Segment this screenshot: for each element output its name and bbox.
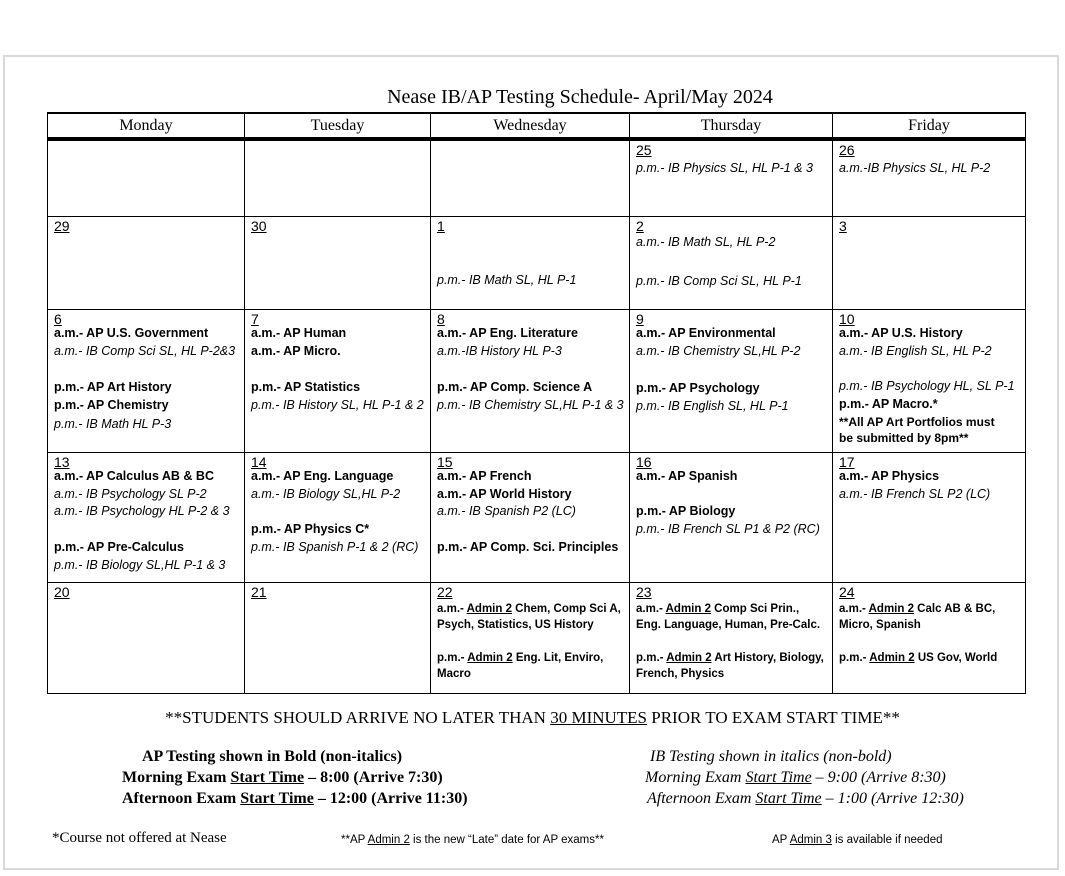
day-header: Monday [48, 113, 245, 139]
day-number: 22 [437, 584, 453, 600]
exam-entry: a.m.- AP World History [437, 487, 572, 501]
day-number: 3 [839, 218, 847, 234]
exam-entry: p.m.- IB French SL P1 & P2 (RC) [636, 522, 820, 536]
exam-entry: p.m.- AP Statistics [251, 380, 361, 394]
day-cell [245, 310, 431, 453]
day-number: 17 [839, 454, 855, 470]
ib-morning-time: Morning Exam Start Time – 9:00 (Arrive 8:30) [645, 769, 946, 786]
day-cell [630, 583, 833, 694]
day-cell [833, 139, 1026, 217]
exam-entry: p.m.- AP Psychology [636, 381, 760, 395]
day-cell [245, 217, 431, 310]
exam-entry: p.m.- IB Biology SL,HL P-1 & 3 [54, 558, 226, 572]
exam-entry: a.m.- AP Eng. Literature [437, 326, 579, 340]
admin2-entry: p.m.- Admin 2 Art History, Biology, French, Physics [636, 652, 824, 680]
exam-entry: a.m.- AP U.S. History [839, 326, 963, 340]
day-number: 20 [54, 584, 70, 600]
exam-entry: a.m.- AP French [437, 469, 532, 483]
calendar-table [47, 112, 1026, 694]
ib-legend [645, 746, 964, 809]
exam-entry: p.m.- AP Biology [636, 504, 736, 518]
ap-afternoon-time: Afternoon Exam Start Time – 12:00 (Arrive 11:30) [122, 790, 468, 807]
day-header: Wednesday [431, 113, 630, 139]
day-number: 23 [636, 584, 652, 600]
day-number: 9 [636, 311, 644, 327]
exam-entry: p.m.- IB Comp Sci SL, HL P-1 [636, 274, 802, 288]
day-header: Tuesday [245, 113, 431, 139]
exam-entry: p.m.- AP Physics C* [251, 522, 370, 536]
exam-entry: a.m.- IB Psychology SL P-2 [54, 487, 207, 501]
arrival-notice [0, 708, 1065, 728]
exam-entry: p.m.- AP Art History [54, 380, 172, 394]
day-cell [630, 453, 833, 583]
day-number: 2 [636, 218, 644, 234]
admin2-entry: p.m.- Admin 2 Eng. Lit, Enviro, Macro [437, 652, 604, 680]
exam-entry: p.m.- IB Math SL, HL P-1 [437, 273, 577, 287]
day-cell [630, 139, 833, 217]
exam-entry: a.m.- IB English SL, HL P-2 [839, 344, 992, 358]
ap-morning-time: Morning Exam Start Time – 8:00 (Arrive 7:30) [122, 769, 443, 786]
day-cell [48, 139, 245, 217]
footnote-not-offered: *Course not offered at Nease [52, 830, 227, 846]
day-number: 25 [636, 142, 652, 158]
exam-entry: a.m.- AP Environmental [636, 326, 776, 340]
day-number: 7 [251, 311, 259, 327]
admin2-entry: a.m.- Admin 2 Calc AB & BC, Micro, Spanish [839, 603, 996, 631]
exam-entry: p.m.- IB History SL, HL P-1 & 2 [251, 398, 424, 412]
exam-entry: a.m.- AP Human [251, 326, 347, 340]
day-header: Friday [833, 113, 1026, 139]
day-cell [630, 217, 833, 310]
week-row [48, 583, 1026, 694]
exam-entry: p.m.- IB English SL, HL P-1 [636, 399, 789, 413]
week-row [48, 139, 1026, 217]
exam-entry: p.m.- AP Comp. Sci. Principles [437, 540, 619, 554]
day-cell [245, 139, 431, 217]
day-number: 26 [839, 142, 855, 158]
exam-entry: p.m.- IB Spanish P-1 & 2 (RC) [251, 540, 419, 554]
admin2-entry: p.m.- Admin 2 US Gov, World [839, 652, 998, 664]
day-number: 15 [437, 454, 453, 470]
day-number: 8 [437, 311, 445, 327]
notice-text: **STUDENTS SHOULD ARRIVE NO LATER THAN [165, 708, 551, 727]
day-number: 29 [54, 218, 70, 234]
day-cell [431, 310, 630, 453]
exam-entry: a.m.- IB Math SL, HL P-2 [636, 235, 776, 249]
day-number: 1 [437, 218, 445, 234]
day-number: 13 [54, 454, 70, 470]
week-row [48, 217, 1026, 310]
exam-entry: a.m.- IB Spanish P2 (LC) [437, 504, 576, 518]
week-row [48, 453, 1026, 583]
ap-legend [122, 746, 468, 809]
day-header: Thursday [630, 113, 833, 139]
page-title: Nease IB/AP Testing Schedule- April/May 2024 [387, 86, 773, 108]
day-cell [833, 453, 1026, 583]
day-cell [833, 583, 1026, 694]
ib-legend-heading: IB Testing shown in italics (non-bold) [650, 748, 892, 765]
day-number: 10 [839, 311, 855, 327]
day-cell [630, 310, 833, 453]
exam-entry: a.m.- AP Physics [839, 469, 940, 483]
exam-entry: a.m.-IB Physics SL, HL P-2 [839, 161, 991, 175]
day-cell [245, 583, 431, 694]
exam-entry: a.m.- AP Calculus AB & BC [54, 469, 214, 483]
exam-entry: p.m.- AP Chemistry [54, 398, 169, 412]
day-number: 6 [54, 311, 62, 327]
day-cell [431, 217, 630, 310]
exam-entry: a.m.- AP Micro. [251, 344, 341, 358]
exam-entry: p.m.- AP Pre-Calculus [54, 540, 184, 554]
week-row [48, 310, 1026, 453]
admin2-entry: a.m.- Admin 2 Chem, Comp Sci A, Psych, Statistics, US History [437, 603, 621, 631]
exam-entry: a.m.- IB French SL P2 (LC) [839, 487, 991, 501]
exam-entry: p.m.- IB Physics SL, HL P-1 & 3 [636, 161, 813, 175]
exam-entry: a.m.- IB Comp Sci SL, HL P-2&3 [54, 344, 236, 358]
day-cell [833, 310, 1026, 453]
exam-entry: p.m.- AP Macro.* [839, 397, 938, 411]
notice-emphasis: 30 MINUTES [550, 708, 648, 727]
exam-entry: p.m.- IB Psychology HL, SL P-1 [839, 379, 1015, 393]
footnote-admin3: AP Admin 3 is available if needed [772, 834, 943, 846]
exam-entry: p.m.- AP Comp. Science A [437, 380, 593, 394]
day-number: 16 [636, 454, 652, 470]
day-cell [431, 453, 630, 583]
exam-entry: p.m.- IB Math HL P-3 [54, 417, 172, 431]
day-cell [431, 583, 630, 694]
admin2-entry: a.m.- Admin 2 Comp Sci Prin., Eng. Language, Human, Pre-Calc. [636, 603, 821, 631]
notice-text: PRIOR TO EXAM START TIME** [647, 708, 900, 727]
exam-entry: a.m.- AP Eng. Language [251, 469, 394, 483]
exam-entry: a.m.- AP Spanish [636, 469, 738, 483]
day-number: 14 [251, 454, 267, 470]
exam-entry: p.m.- IB Chemistry SL,HL P-1 & 3 [437, 398, 624, 412]
day-cell [48, 310, 245, 453]
exam-entry: a.m.- AP U.S. Government [54, 326, 209, 340]
exam-entry: be submitted by 8pm** [839, 431, 969, 445]
ap-legend-heading: AP Testing shown in Bold (non-italics) [142, 748, 403, 765]
day-cell [431, 139, 630, 217]
day-cell [48, 453, 245, 583]
exam-entry: a.m.-IB History HL P-3 [437, 344, 562, 358]
exam-entry: a.m.- IB Psychology HL P-2 & 3 [54, 504, 230, 518]
exam-entry: a.m.- IB Chemistry SL,HL P-2 [636, 344, 801, 358]
day-cell [833, 217, 1026, 310]
day-header-row [48, 113, 1026, 139]
ib-afternoon-time: Afternoon Exam Start Time – 1:00 (Arrive 12:30) [647, 790, 964, 807]
exam-entry: a.m.- IB Biology SL,HL P-2 [251, 487, 401, 501]
footnote-admin2: **AP Admin 2 is the new “Late” date for AP exams** [341, 834, 604, 846]
exam-entry: **All AP Art Portfolios must [839, 415, 995, 429]
day-cell [48, 583, 245, 694]
day-number: 30 [251, 218, 267, 234]
day-cell [245, 453, 431, 583]
day-number: 24 [839, 584, 855, 600]
day-number: 21 [251, 584, 267, 600]
day-cell [48, 217, 245, 310]
